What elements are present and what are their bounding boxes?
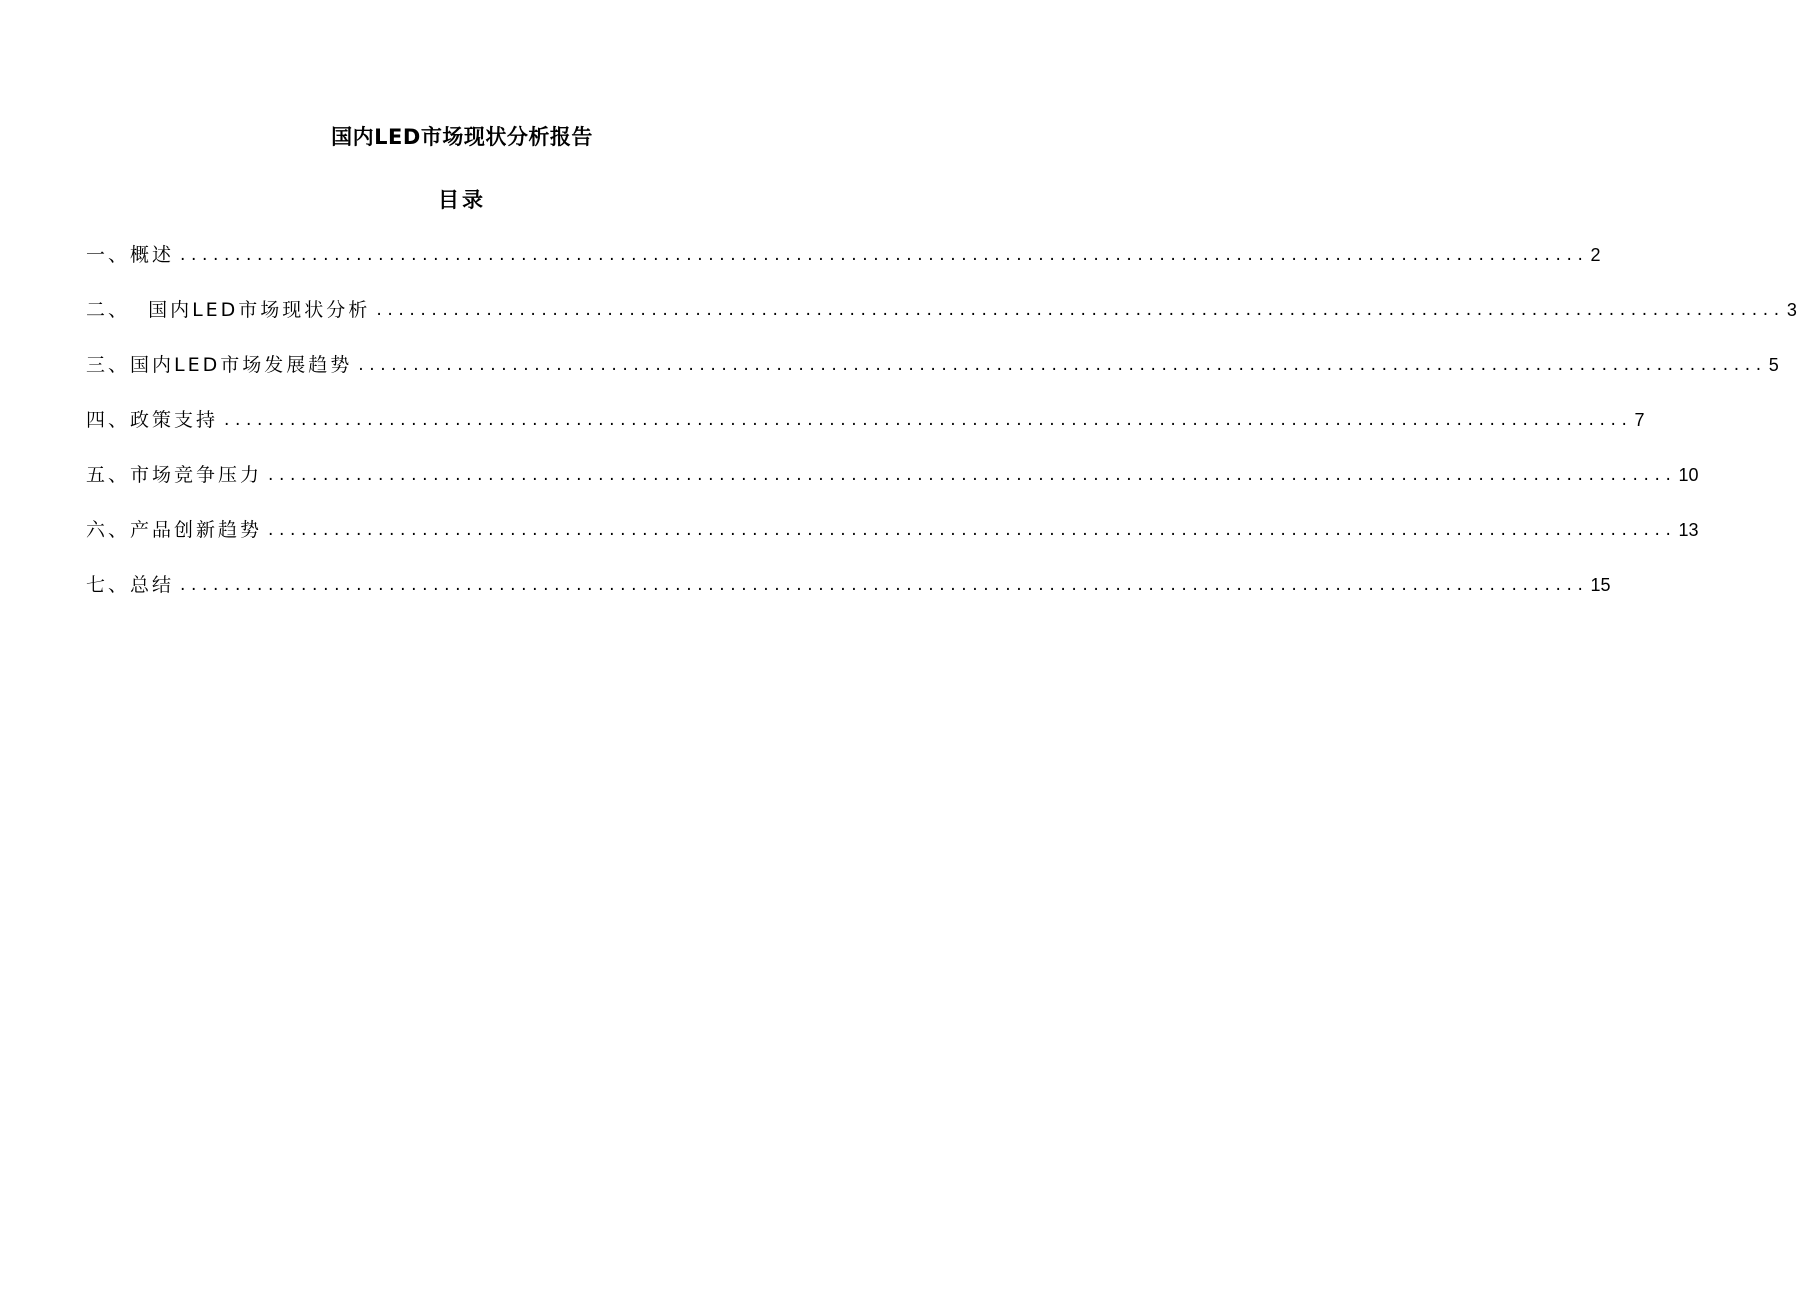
toc-entry-label: 四、政策支持: [86, 409, 219, 431]
toc-leader-dots: ................................................................................................................................: [180, 575, 1589, 595]
toc-entry-page-number: 13: [1678, 520, 1699, 540]
toc-entry-label: 五、市场竞争压力: [86, 464, 263, 486]
toc-entry-competition[interactable]: [86, 460, 1699, 515]
toc-entry-label: 七、总结: [86, 574, 175, 596]
toc-leader-dots: ................................................................................................................................: [358, 355, 1767, 375]
toc-entry-label: 三、国内LED市场发展趋势: [86, 354, 353, 376]
toc-entry-product-innovation[interactable]: [86, 515, 1699, 570]
toc-leader-dots: ................................................................................................................................: [376, 300, 1785, 320]
toc-entry-page-number: 3: [1786, 300, 1797, 320]
document-title: 国内LED市场现状分析报告: [331, 125, 593, 149]
toc-entry-label: 一、概述: [86, 244, 175, 266]
toc-heading: 目录: [438, 188, 486, 212]
toc-entry-page-number: 7: [1634, 410, 1645, 430]
toc-entry-market-status[interactable]: [86, 295, 1797, 350]
toc-entry-overview[interactable]: [86, 240, 1601, 295]
toc-entry-page-number: 2: [1590, 245, 1601, 265]
toc-entry-market-trends[interactable]: [86, 350, 1779, 405]
toc-entry-page-number: 5: [1768, 355, 1779, 375]
toc-entry-label: 六、产品创新趋势: [86, 519, 263, 541]
toc-entry-label: 二、 国内LED市场现状分析: [86, 299, 371, 321]
toc-leader-dots: ................................................................................................................................: [268, 465, 1677, 485]
toc-leader-dots: ................................................................................................................................: [268, 520, 1677, 540]
table-of-contents: [86, 240, 1797, 625]
toc-entry-policy-support[interactable]: [86, 405, 1645, 460]
toc-entry-page-number: 15: [1590, 575, 1611, 595]
toc-leader-dots: ................................................................................................................................: [180, 245, 1589, 265]
toc-entry-page-number: 10: [1678, 465, 1699, 485]
toc-leader-dots: ................................................................................................................................: [224, 410, 1633, 430]
toc-entry-summary[interactable]: [86, 570, 1611, 625]
